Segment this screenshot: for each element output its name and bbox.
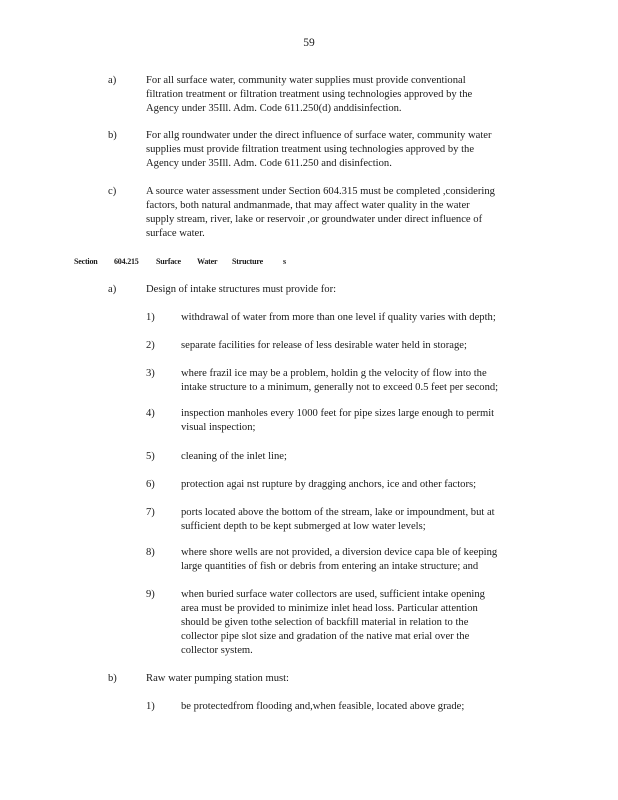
list-label: c) bbox=[108, 186, 117, 197]
list-label: 1) bbox=[146, 312, 155, 323]
subsection-label: a) bbox=[108, 284, 117, 295]
subsection-label: b) bbox=[108, 673, 117, 684]
list-item: be protectedfrom flooding and,when feasible, located above grade; bbox=[181, 701, 465, 712]
list-label: 8) bbox=[146, 547, 155, 558]
paragraph: For all surface water, community water supplies must provide conventional filtration treatment or filtration treatment using technologies approved by the Agency under 35Ill. Adm. Code 611.250(d) anddisinfection. bbox=[146, 75, 473, 114]
list-item: protection agai nst rupture by dragging anchors, ice and other factors; bbox=[181, 479, 477, 490]
list-label: b) bbox=[108, 130, 117, 141]
list-label: 7) bbox=[146, 507, 155, 518]
list-label: 2) bbox=[146, 340, 155, 351]
list-label: 9) bbox=[146, 589, 155, 600]
subsection-text: Raw water pumping station must: bbox=[146, 673, 290, 684]
section-heading bbox=[0, 257, 618, 271]
paragraph: For allg roundwater under the direct influence of surface water, community water supplies must provide filtration treatment using technologies approved by the Agency under 35Ill. Adm. Code 611.250 and disinfection. bbox=[146, 130, 492, 169]
list-label: 3) bbox=[146, 368, 155, 379]
list-item: where shore wells are not provided, a diversion device capa ble of keeping large quantities of fish or debris from entering an intake structure; and bbox=[181, 547, 498, 572]
list-item: when buried surface water collectors are used, sufficient intake opening area must be provided to minimize inlet head loss. Particular attention should be given tothe selection of backfill material in relation to the collector pipe slot size and gradation of the native mat erial over the collector system. bbox=[181, 589, 485, 656]
section-number: 604.215 bbox=[114, 257, 139, 266]
subsection-text: Design of intake structures must provide for: bbox=[146, 284, 337, 295]
list-label: a) bbox=[108, 75, 117, 86]
section-title-word: Surface bbox=[156, 257, 181, 266]
paragraph: A source water assessment under Section 604.315 must be completed ,considering factors, both natural andmanmade, that may affect water quality in the water supply stream, river, lake or reservoir ,or groundwater under direct influence of surface water. bbox=[146, 186, 495, 239]
page-number: 59 bbox=[303, 37, 315, 49]
list-label: 6) bbox=[146, 479, 155, 490]
list-label: 4) bbox=[146, 408, 155, 419]
list-item: where frazil ice may be a problem, holdin g the velocity of flow into the intake structure to a minimum, generally not to exceed 0.5 feet per second; bbox=[181, 368, 499, 393]
section-title-word: Structure bbox=[232, 257, 263, 266]
list-item: inspection manholes every 1000 feet for pipe sizes large enough to permit visual inspection; bbox=[181, 408, 495, 433]
list-item: withdrawal of water from more than one level if quality varies with depth; bbox=[181, 312, 496, 323]
section-title-word: s bbox=[283, 257, 286, 266]
list-label: 5) bbox=[146, 451, 155, 462]
list-item: cleaning of the inlet line; bbox=[181, 451, 287, 462]
section-word: Section bbox=[74, 257, 98, 266]
list-item: ports located above the bottom of the stream, lake or impoundment, but at sufficient depth to be kept submerged at low water levels; bbox=[181, 507, 495, 532]
list-item: separate facilities for release of less desirable water held in storage; bbox=[181, 340, 467, 351]
list-label: 1) bbox=[146, 701, 155, 712]
section-title-word: Water bbox=[197, 257, 218, 266]
